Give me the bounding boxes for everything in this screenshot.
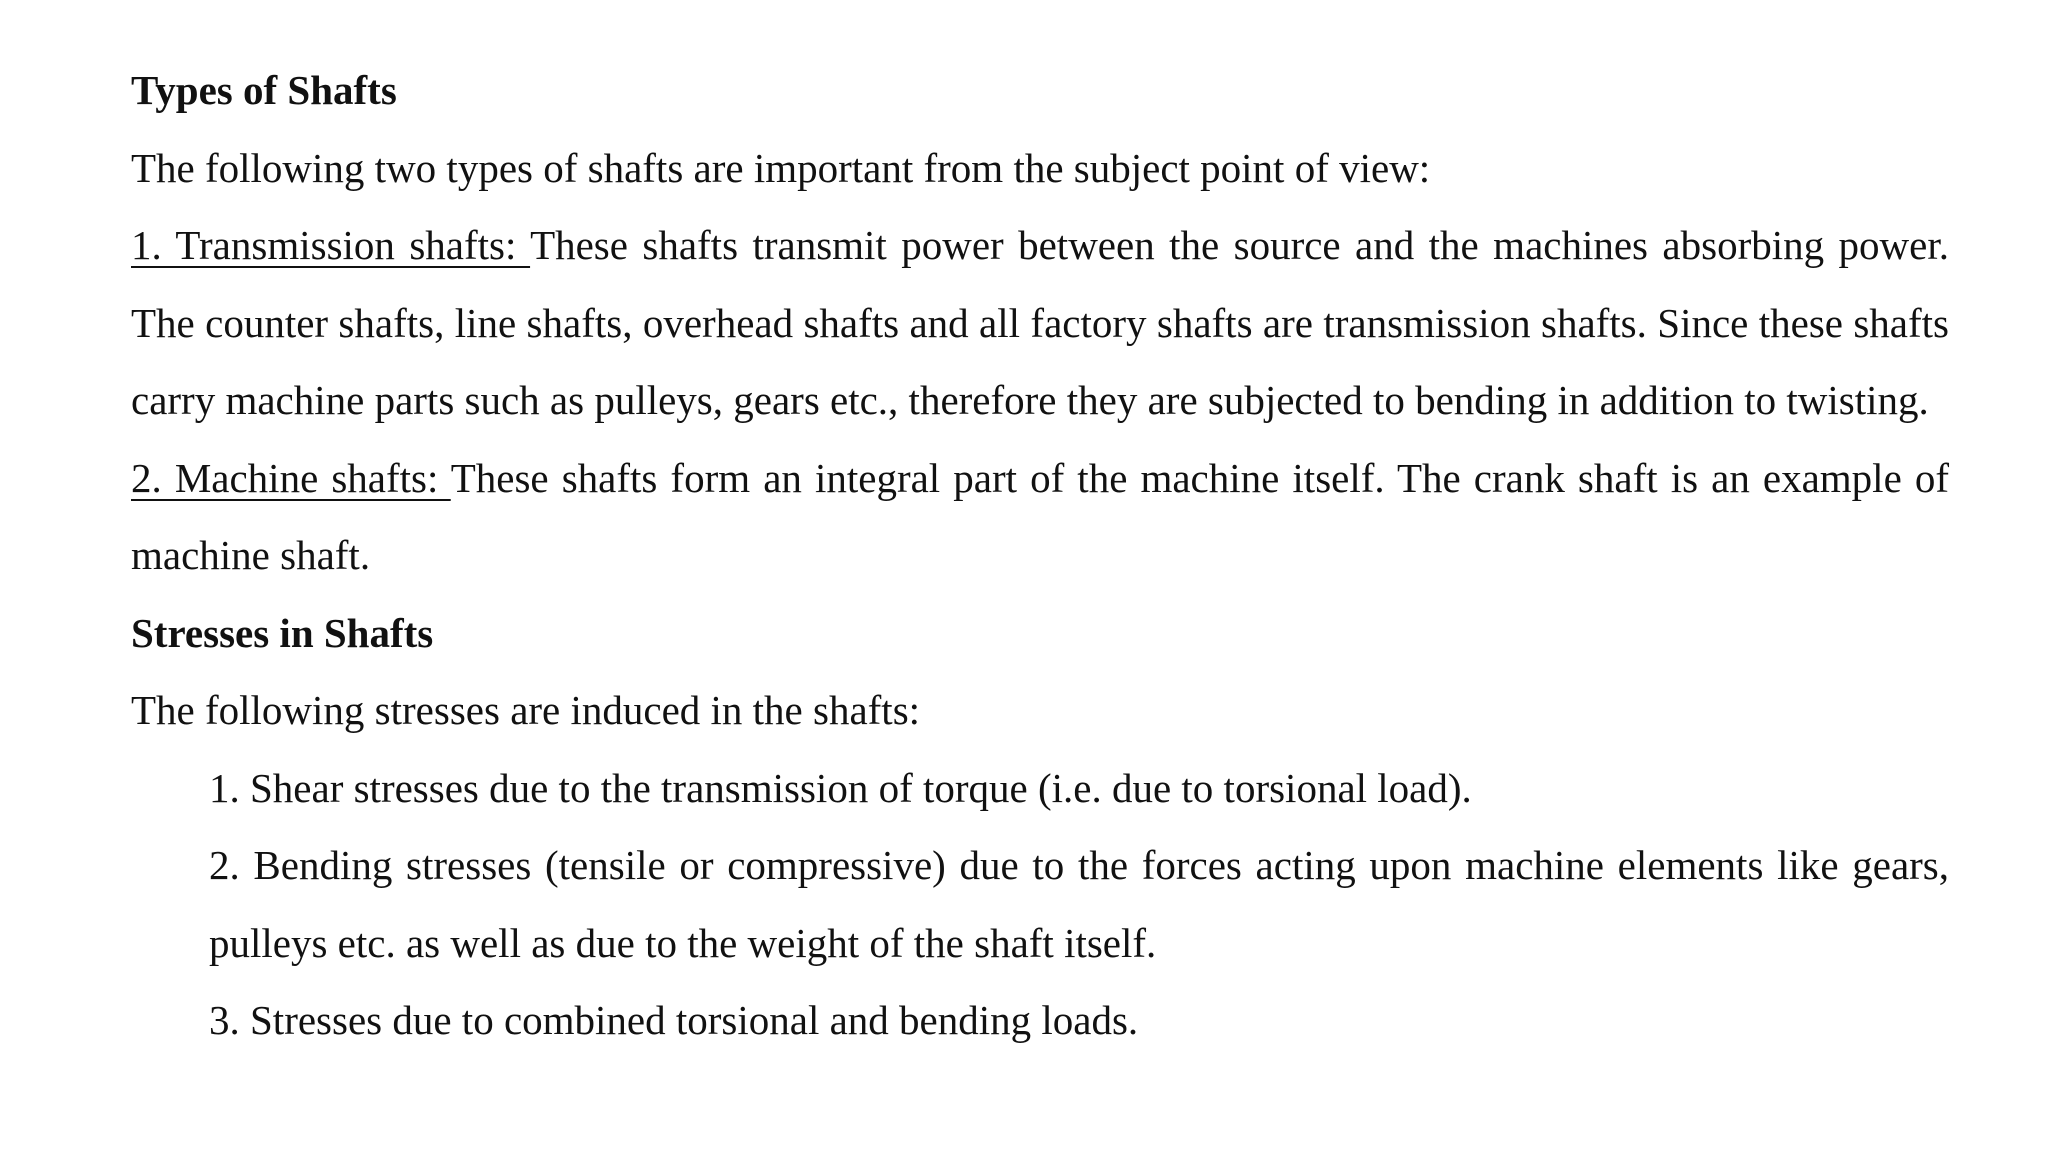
document-page [131,52,1949,1060]
list-item: 3. Stresses due to combined torsional and bending loads. [209,997,1139,1043]
machine-shafts-term: 2. Machine shafts: [131,454,451,501]
list-item: 1. Shear stresses due to the transmission of torque (i.e. due to torsional load). [209,764,1472,811]
list-item: 2. Bending stresses (tensile or compressive) due to the forces acting upon machine elements like gears, pulleys etc. as well as due to the weight of the shaft itself. [209,842,1949,966]
transmission-shafts-text: These shafts transmit power between the source and the machines absorbing power. The counter shafts, line shafts, overhead shafts and all factory shafts are transmission shafts. Since these shafts carry machine parts such as pulleys, gears etc., therefore they are subjected to bending in addition to twisting. [131,222,1949,423]
transmission-shafts-term: 1. Transmission shafts: [131,222,531,268]
section-heading-types-of-shafts: Types of Shafts [131,67,397,113]
transmission-shafts-paragraph [131,207,1949,440]
stresses-intro: The following stresses are induced in the shafts: [131,687,921,733]
types-intro: The following two types of shafts are important from the subject point of view: [131,144,1431,191]
section-heading-stresses-in-shafts: Stresses in Shafts [131,609,434,656]
stresses-list [131,750,1949,1060]
machine-shafts-paragraph [131,440,1949,595]
machine-shafts-text: These shafts form an integral part of the machine itself. The crank shaft is an example of machine shaft. [131,454,1949,578]
